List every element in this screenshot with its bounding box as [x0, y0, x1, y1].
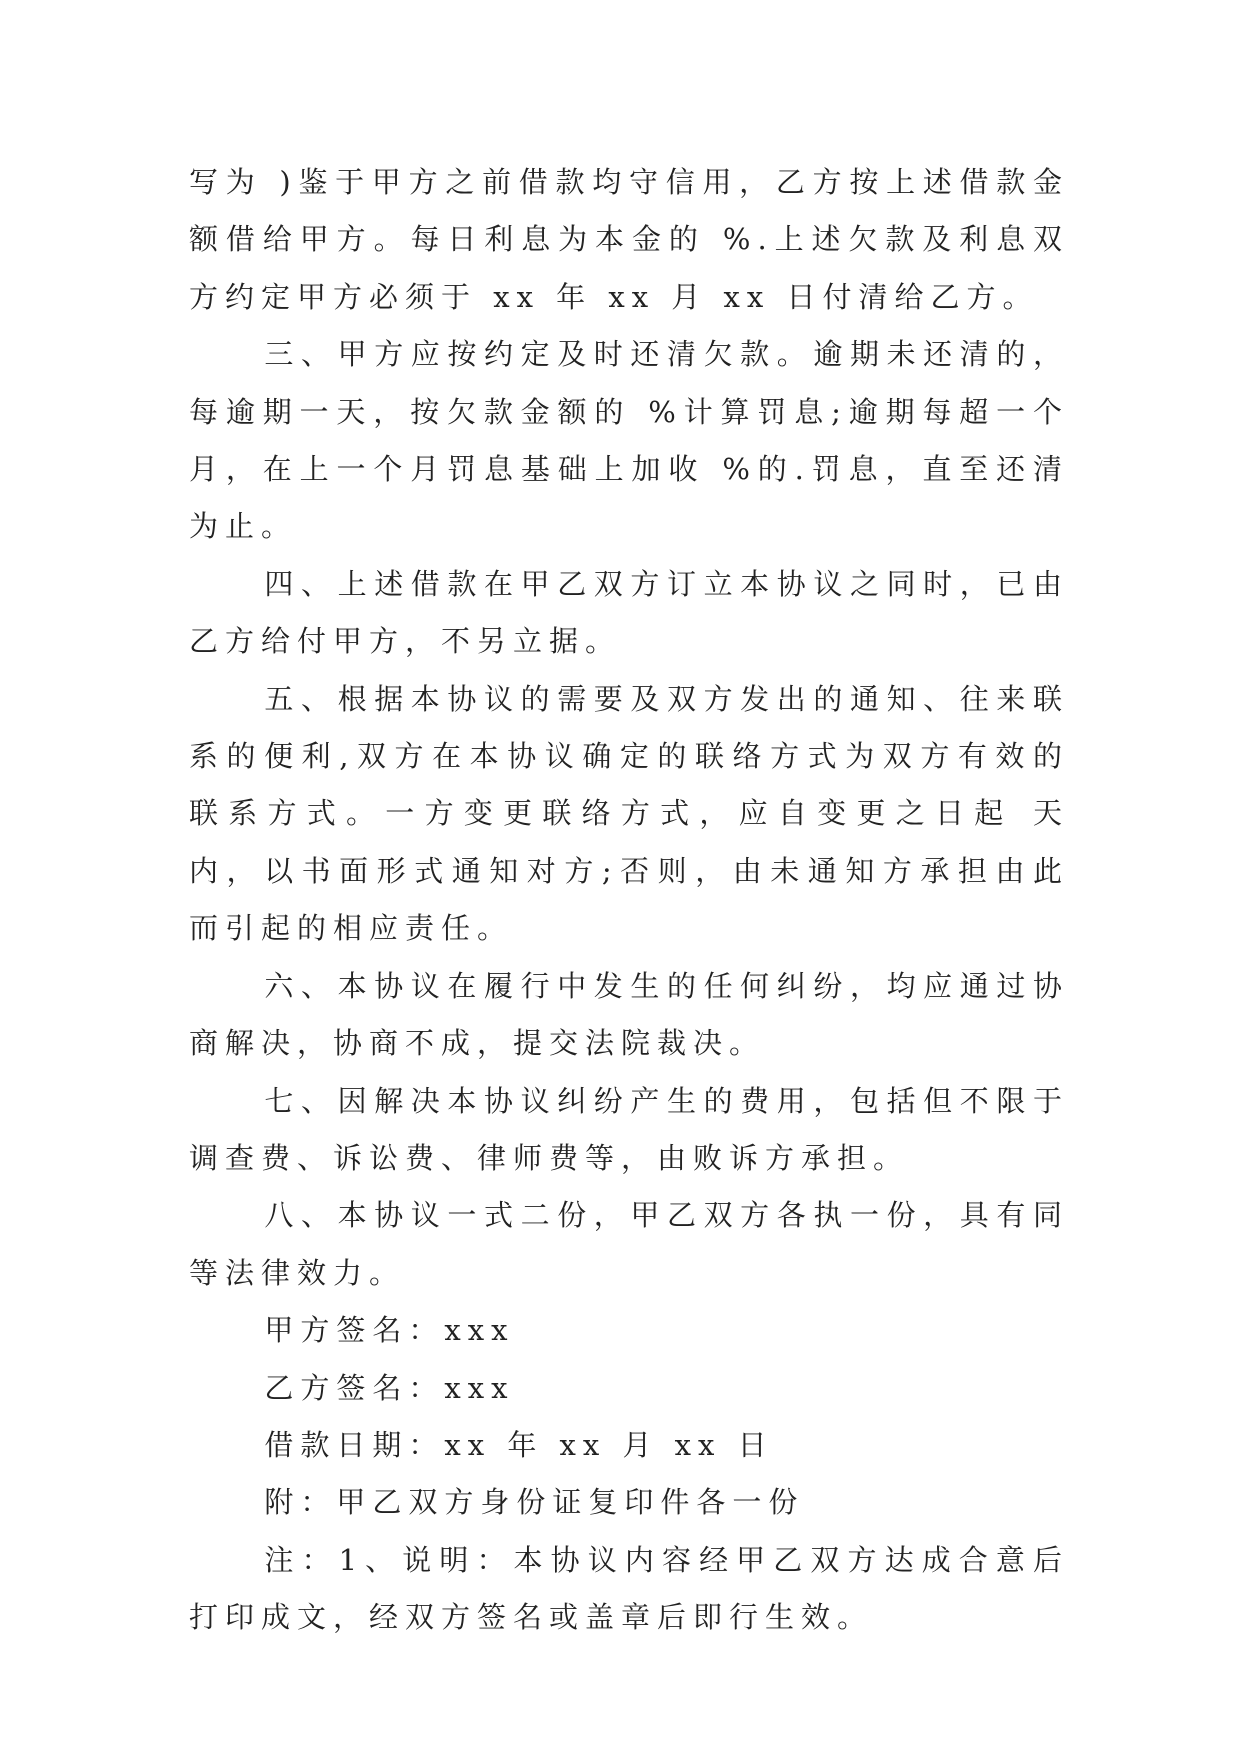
note-line: 注：1、说明：本协议内容经甲乙双方达成合意后打印成文，经双方签名或盖章后即行生效。 [189, 1542, 1069, 1635]
party-b-signature-line: 乙方签名：xxx [264, 1370, 515, 1405]
attachment-line: 附：甲乙双方身份证复印件各一份 [264, 1485, 805, 1520]
paragraph-clause-7: 七、因解决本协议纠纷产生的费用，包括但不限于调查费、诉讼费、律师费等，由败诉方承担。 [189, 1083, 1069, 1175]
document-body [189, 154, 1069, 1647]
loan-date-line: 借款日期：xx 年 xx 月 xx 日 [264, 1427, 774, 1462]
paragraph-clause-4: 四、上述借款在甲乙双方订立本协议之同时，已由乙方给付甲方，不另立据。 [189, 566, 1069, 659]
paragraph-clause-3: 三、甲方应按约定及时还清欠款。逾期未还清的，每逾期一天，按欠款金额的 %计算罚息;逾期每超一个月，在上一个月罚息基础上加收 %的.罚息，直至还清为止。 [189, 337, 1069, 544]
paragraph-clause-8: 八、本协议一式二份，甲乙双方各执一份，具有同等法律效力。 [189, 1198, 1069, 1290]
paragraph-loan-terms-continued: 写为 )鉴于甲方之前借款均守信用，乙方按上述借款金额借给甲方。每日利息为本金的 %.上述欠款及利息双方约定甲方必须于 xx 年 xx 月 xx 日付清给乙方。 [189, 165, 1069, 314]
paragraph-clause-5: 五、根据本协议的需要及双方发出的通知、往来联系的便利,双方在本协议确定的联络方式为双方有效的联系方式。一方变更联络方式，应自变更之日起 天内，以书面形式通知对方;否则，由未通知方承担由此而引起的相应责任。 [189, 681, 1069, 946]
party-a-signature-line: 甲方签名：xxx [264, 1313, 515, 1348]
paragraph-clause-6: 六、本协议在履行中发生的任何纠纷，均应通过协商解决，协商不成，提交法院裁决。 [189, 968, 1069, 1061]
